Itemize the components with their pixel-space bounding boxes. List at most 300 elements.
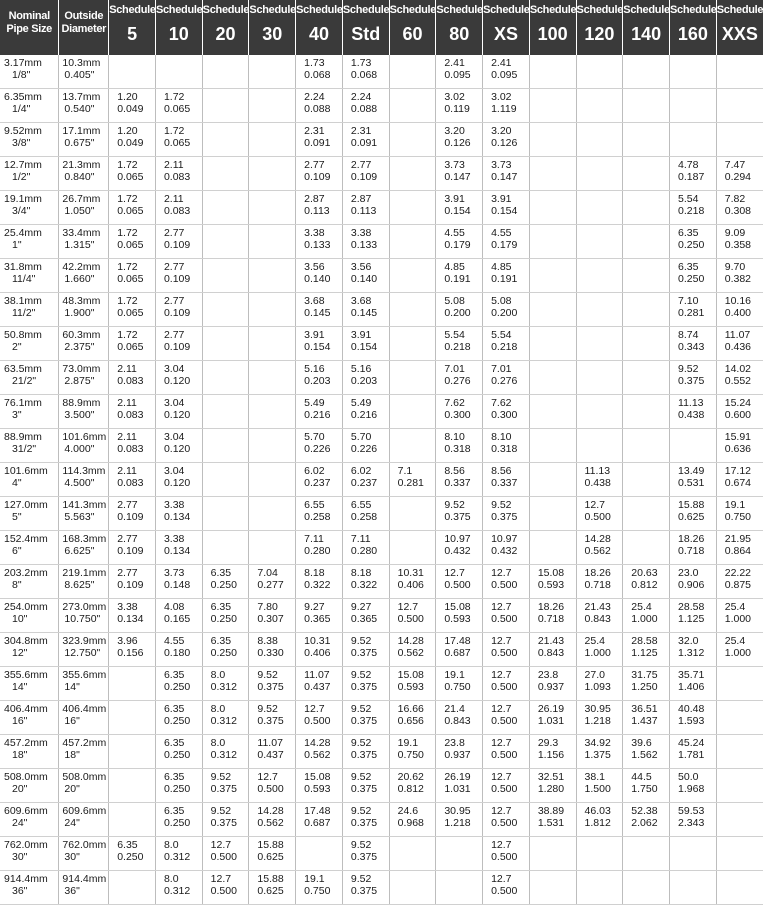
- wall-thickness-cell: [576, 191, 623, 225]
- value-mm: 2.11: [163, 159, 184, 171]
- value-mm: 6.35: [163, 669, 185, 681]
- wall-thickness-cell: [342, 157, 389, 191]
- value-mm: 7.80: [257, 601, 278, 613]
- value-mm: 19.1: [724, 499, 746, 511]
- value-inch: 0.322: [350, 579, 378, 591]
- wall-thickness-cell: [576, 633, 623, 667]
- value-inch: 0.432: [444, 545, 471, 557]
- wall-thickness-cell: [576, 837, 623, 871]
- value-mm: 14.28: [304, 737, 331, 749]
- wall-thickness-cell: [296, 327, 343, 361]
- value-mm: 508.0mm: [4, 771, 48, 783]
- wall-thickness-cell: [296, 157, 343, 191]
- value-mm: 36.51: [631, 703, 658, 715]
- value-mm: 22.22: [724, 567, 752, 579]
- wall-thickness-cell: [623, 395, 670, 429]
- wall-thickness-cell: [670, 123, 717, 157]
- value-inch: 0.133: [350, 239, 378, 251]
- value-mm: 609.6mm: [4, 805, 48, 817]
- value-inch: 0.500: [257, 783, 284, 795]
- value-mm: 1.72: [117, 329, 138, 341]
- nominal-size-cell: [0, 463, 59, 497]
- value-mm: 23.0: [678, 567, 699, 579]
- value-inch: 0.065: [163, 103, 191, 115]
- table-row: [0, 803, 763, 837]
- wall-thickness-cell: [670, 701, 717, 735]
- value-mm: 3.38: [304, 227, 325, 239]
- value-inch: 0.562: [304, 749, 331, 761]
- wall-thickness-cell: [249, 769, 296, 803]
- nominal-size-cell: [0, 497, 59, 531]
- value-inch: 0.218: [491, 341, 518, 353]
- wall-thickness-cell: [202, 259, 249, 293]
- value-inch: 0.843: [584, 613, 611, 625]
- wall-thickness-cell: [342, 531, 389, 565]
- wall-thickness-cell: [436, 55, 483, 89]
- wall-thickness-cell: [342, 803, 389, 837]
- value-mm: 9.52: [210, 771, 232, 783]
- wall-thickness-cell: [576, 769, 623, 803]
- value-inch: 0.068: [304, 69, 331, 81]
- value-inch: 0.562: [584, 545, 611, 557]
- wall-thickness-cell: [155, 55, 202, 89]
- value-mm: 254.0mm: [4, 601, 48, 613]
- value-inch: 0.750: [444, 681, 471, 693]
- header-schedule-120: [576, 0, 623, 55]
- value-inch: 0.083: [117, 443, 144, 455]
- table-row: [0, 191, 763, 225]
- value-mm: 3.96: [117, 635, 138, 647]
- value-inch: 0.312: [210, 715, 237, 727]
- value-inch: 0.179: [444, 239, 471, 251]
- wall-thickness-cell: [202, 429, 249, 463]
- value-mm: 28.58: [631, 635, 658, 647]
- wall-thickness-cell: [249, 701, 296, 735]
- value-mm: 5.16: [304, 363, 325, 375]
- value-mm: 8.10: [491, 431, 512, 443]
- header-label: Schedule: [109, 4, 156, 16]
- value-mm: 9.70: [724, 261, 746, 273]
- wall-thickness-cell: [670, 735, 717, 769]
- value-inch: 1.218: [444, 817, 471, 829]
- value-mm: 5.54: [444, 329, 465, 341]
- value-mm: 25.4: [724, 601, 746, 613]
- value-inch: 0.500: [491, 579, 518, 591]
- value-inch: 0.134: [117, 613, 144, 625]
- wall-thickness-cell: [623, 463, 670, 497]
- wall-thickness-cell: [202, 531, 249, 565]
- value-mm: 73.0mm: [62, 363, 101, 375]
- value-mm: 8.10: [444, 431, 465, 443]
- value-mm: 6.35: [210, 635, 232, 647]
- wall-thickness-cell: [389, 157, 436, 191]
- value-inch: 0.375: [350, 647, 378, 659]
- value-mm: 457.2mm: [4, 737, 48, 749]
- value-inch: 0.840": [64, 171, 95, 183]
- value-mm: 15.08: [397, 669, 424, 681]
- wall-thickness-cell: [576, 327, 623, 361]
- wall-thickness-cell: [389, 497, 436, 531]
- nominal-size-cell: [0, 361, 59, 395]
- value-inch: 0.109: [304, 171, 331, 183]
- value-inch: 1.812: [584, 817, 611, 829]
- value-inch: 0.083: [163, 171, 191, 183]
- value-inch: 2.875": [64, 375, 95, 387]
- value-inch: 1.562: [631, 749, 658, 761]
- value-inch: 0.382: [724, 273, 752, 285]
- value-mm: 3.73: [163, 567, 185, 579]
- wall-thickness-cell: [716, 123, 763, 157]
- value-mm: 9.52: [350, 703, 372, 715]
- value-mm: 39.6: [631, 737, 652, 749]
- value-inch: 0.375: [350, 817, 378, 829]
- table-row: [0, 565, 763, 599]
- wall-thickness-cell: [296, 191, 343, 225]
- value-mm: 7.11: [304, 533, 324, 545]
- value-inch: 0.750: [397, 749, 424, 761]
- value-mm: 9.52: [350, 839, 372, 851]
- wall-thickness-cell: [716, 157, 763, 191]
- wall-thickness-cell: [109, 497, 156, 531]
- outside-diameter-cell: [59, 769, 109, 803]
- wall-thickness-cell: [670, 225, 717, 259]
- value-inch: 0.500: [491, 817, 518, 829]
- wall-thickness-cell: [109, 769, 156, 803]
- wall-thickness-cell: [389, 565, 436, 599]
- nominal-size-cell: [0, 871, 59, 905]
- value-mm: 11.07: [304, 669, 330, 681]
- value-inch: 1.125: [678, 613, 705, 625]
- value-inch: 0.875: [724, 579, 752, 591]
- header-label: Schedule: [342, 4, 390, 16]
- nominal-size-cell: [0, 55, 59, 89]
- value-inch: 1.750: [631, 783, 658, 795]
- schedule-number: 160: [677, 24, 708, 44]
- nominal-size-cell: [0, 803, 59, 837]
- wall-thickness-cell: [716, 735, 763, 769]
- value-inch: 0.365: [350, 613, 378, 625]
- value-mm: 7.62: [444, 397, 465, 409]
- value-inch: 0.134: [163, 545, 191, 557]
- value-inch: 0.405": [64, 69, 95, 81]
- wall-thickness-cell: [342, 327, 389, 361]
- value-mm: 10.97: [444, 533, 471, 545]
- value-inch: 0.109: [117, 511, 144, 523]
- value-mm: 8.0: [163, 873, 179, 885]
- value-mm: 38.89: [537, 805, 565, 817]
- header-label: Schedule: [576, 4, 624, 16]
- value-mm: 60.3mm: [62, 329, 101, 341]
- value-mm: 6.35: [678, 261, 699, 273]
- value-mm: 25.4mm: [4, 227, 42, 239]
- value-mm: 1.72: [117, 261, 138, 273]
- wall-thickness-cell: [623, 327, 670, 361]
- value-mm: 12.7: [397, 601, 419, 613]
- wall-thickness-cell: [623, 123, 670, 157]
- wall-thickness-cell: [202, 735, 249, 769]
- value-mm: 9.52mm: [4, 125, 42, 137]
- value-inch: 0.625: [257, 885, 284, 897]
- value-inch: 0.294: [724, 171, 752, 183]
- value-inch: 0.226: [350, 443, 378, 455]
- wall-thickness-cell: [342, 225, 389, 259]
- wall-thickness-cell: [529, 55, 576, 89]
- value-mm: 1.72: [163, 91, 185, 103]
- value-mm: 17.48: [304, 805, 331, 817]
- value-mm: 7.62: [491, 397, 512, 409]
- header-label: Schedule: [483, 4, 530, 16]
- value-inch: 0.126: [491, 137, 518, 149]
- value-inch: 30": [12, 851, 28, 863]
- wall-thickness-cell: [342, 837, 389, 871]
- value-mm: 3.20: [444, 125, 465, 137]
- value-mm: 18.26: [678, 533, 705, 545]
- value-inch: 0.300: [491, 409, 518, 421]
- wall-thickness-cell: [155, 701, 202, 735]
- wall-thickness-cell: [249, 735, 296, 769]
- value-inch: 0.120: [163, 375, 191, 387]
- wall-thickness-cell: [342, 463, 389, 497]
- outside-diameter-cell: [59, 293, 109, 327]
- wall-thickness-cell: [483, 769, 530, 803]
- header-schedule-40: [296, 0, 343, 55]
- wall-thickness-cell: [623, 667, 670, 701]
- value-mm: 8.0: [210, 703, 226, 715]
- wall-thickness-cell: [109, 735, 156, 769]
- value-inch: 1.900": [64, 307, 95, 319]
- value-mm: 3.02: [491, 91, 512, 103]
- wall-thickness-cell: [296, 497, 343, 531]
- wall-thickness-cell: [342, 55, 389, 89]
- value-inch: 0.312: [210, 681, 237, 693]
- value-mm: 5.08: [444, 295, 465, 307]
- table-row: [0, 123, 763, 157]
- value-inch: 1/8": [12, 69, 31, 81]
- value-mm: 8.18: [304, 567, 325, 579]
- header-label: Outside: [64, 10, 104, 22]
- wall-thickness-cell: [109, 837, 156, 871]
- header-schedule-80: [436, 0, 483, 55]
- header-schedule-20: [202, 0, 249, 55]
- value-inch: 0.307: [257, 613, 284, 625]
- wall-thickness-cell: [483, 871, 530, 905]
- header-label: Schedule: [202, 4, 250, 16]
- value-mm: 9.52: [444, 499, 465, 511]
- value-mm: 33.4mm: [62, 227, 101, 239]
- value-inch: 5": [12, 511, 22, 523]
- value-mm: 3.04: [163, 431, 185, 443]
- outside-diameter-cell: [59, 55, 109, 89]
- value-inch: 1/4": [12, 103, 31, 115]
- value-mm: 4.85: [491, 261, 512, 273]
- wall-thickness-cell: [202, 701, 249, 735]
- value-inch: 4": [12, 477, 22, 489]
- wall-thickness-cell: [483, 531, 530, 565]
- wall-thickness-cell: [716, 361, 763, 395]
- value-inch: 0.375: [257, 681, 284, 693]
- value-inch: 0.562: [257, 817, 284, 829]
- wall-thickness-cell: [670, 259, 717, 293]
- value-inch: 1.375: [584, 749, 611, 761]
- value-inch: 8.625": [64, 579, 95, 591]
- value-mm: 10.31: [304, 635, 331, 647]
- nominal-size-cell: [0, 837, 59, 871]
- header-label: Schedule: [389, 4, 437, 16]
- wall-thickness-cell: [483, 803, 530, 837]
- value-mm: 31.75: [631, 669, 658, 681]
- value-mm: 6.35mm: [4, 91, 42, 103]
- wall-thickness-cell: [109, 429, 156, 463]
- value-inch: 0.500: [210, 851, 237, 863]
- value-inch: 6": [12, 545, 22, 557]
- value-inch: 36": [64, 885, 80, 897]
- value-mm: 2.77: [163, 227, 185, 239]
- wall-thickness-cell: [389, 361, 436, 395]
- wall-thickness-cell: [436, 871, 483, 905]
- value-inch: 0.065: [163, 137, 191, 149]
- value-inch: 0.250: [163, 681, 191, 693]
- outside-diameter-cell: [59, 123, 109, 157]
- value-mm: 4.85: [444, 261, 465, 273]
- value-inch: 0.180: [163, 647, 191, 659]
- wall-thickness-cell: [623, 599, 670, 633]
- wall-thickness-cell: [716, 497, 763, 531]
- value-mm: 1.20: [117, 91, 138, 103]
- wall-thickness-cell: [389, 327, 436, 361]
- value-mm: 6.35: [163, 771, 185, 783]
- wall-thickness-cell: [529, 531, 576, 565]
- value-inch: 0.375: [350, 885, 378, 897]
- value-inch: 0.406: [304, 647, 331, 659]
- value-inch: 0.531: [678, 477, 705, 489]
- wall-thickness-cell: [483, 293, 530, 327]
- value-mm: 4.78: [678, 159, 699, 171]
- table-row: [0, 157, 763, 191]
- value-mm: 1.72: [117, 193, 138, 205]
- value-inch: 0.049: [117, 103, 144, 115]
- value-inch: 0.088: [304, 103, 331, 115]
- wall-thickness-cell: [623, 565, 670, 599]
- value-inch: 0.126: [444, 137, 471, 149]
- nominal-size-cell: [0, 599, 59, 633]
- value-mm: 1.73: [304, 57, 325, 69]
- header-label: Schedule: [296, 4, 343, 16]
- wall-thickness-cell: [529, 565, 576, 599]
- value-mm: 2.77: [117, 499, 138, 511]
- header-schedule-xxs: [716, 0, 763, 55]
- value-inch: 0.140: [350, 273, 378, 285]
- wall-thickness-cell: [202, 55, 249, 89]
- value-inch: 0.687: [304, 817, 331, 829]
- wall-thickness-cell: [389, 89, 436, 123]
- wall-thickness-cell: [296, 89, 343, 123]
- value-mm: 6.35: [163, 703, 185, 715]
- value-mm: 3.91: [304, 329, 325, 341]
- table-row: [0, 55, 763, 89]
- value-mm: 101.6mm: [4, 465, 48, 477]
- wall-thickness-cell: [436, 191, 483, 225]
- value-mm: 15.08: [444, 601, 471, 613]
- wall-thickness-cell: [623, 225, 670, 259]
- value-mm: 2.41: [444, 57, 465, 69]
- schedule-number: 60: [402, 24, 423, 44]
- wall-thickness-cell: [716, 701, 763, 735]
- nominal-size-cell: [0, 769, 59, 803]
- wall-thickness-cell: [155, 293, 202, 327]
- value-inch: 0.280: [350, 545, 378, 557]
- value-mm: 3.38: [163, 533, 185, 545]
- value-mm: 19.1: [444, 669, 465, 681]
- value-inch: 0.375: [210, 783, 237, 795]
- value-mm: 7.1: [397, 465, 413, 477]
- wall-thickness-cell: [155, 259, 202, 293]
- value-mm: 30.95: [584, 703, 611, 715]
- wall-thickness-cell: [436, 395, 483, 429]
- value-inch: 0.500: [491, 715, 518, 727]
- wall-thickness-cell: [296, 565, 343, 599]
- table-row: [0, 259, 763, 293]
- wall-thickness-cell: [436, 497, 483, 531]
- wall-thickness-cell: [249, 871, 296, 905]
- wall-thickness-cell: [529, 157, 576, 191]
- value-inch: 2.343: [678, 817, 705, 829]
- value-mm: 5.70: [304, 431, 325, 443]
- wall-thickness-cell: [529, 701, 576, 735]
- wall-thickness-cell: [436, 735, 483, 769]
- wall-thickness-cell: [670, 837, 717, 871]
- value-mm: 3.38: [117, 601, 138, 613]
- wall-thickness-cell: [670, 395, 717, 429]
- value-mm: 17.48: [444, 635, 471, 647]
- wall-thickness-cell: [342, 599, 389, 633]
- value-inch: 18": [64, 749, 80, 761]
- value-inch: 0.500: [491, 885, 518, 897]
- value-mm: 3.04: [163, 397, 185, 409]
- wall-thickness-cell: [670, 633, 717, 667]
- value-inch: 31/2": [12, 443, 37, 455]
- value-mm: 141.3mm: [62, 499, 107, 511]
- value-mm: 12.7: [491, 737, 512, 749]
- value-mm: 8.74: [678, 329, 699, 341]
- wall-thickness-cell: [249, 497, 296, 531]
- wall-thickness-cell: [249, 259, 296, 293]
- nominal-size-cell: [0, 735, 59, 769]
- value-inch: 0.300: [444, 409, 471, 421]
- value-mm: 25.4: [724, 635, 746, 647]
- wall-thickness-cell: [202, 157, 249, 191]
- value-mm: 355.6mm: [62, 669, 107, 681]
- value-mm: 14.28: [397, 635, 424, 647]
- value-mm: 15.88: [257, 839, 284, 851]
- value-mm: 46.03: [584, 805, 611, 817]
- value-inch: 0.375: [350, 783, 378, 795]
- value-inch: 0.065: [117, 239, 144, 251]
- value-mm: 29.3: [537, 737, 559, 749]
- value-mm: 14.02: [724, 363, 752, 375]
- value-mm: 6.35: [210, 567, 232, 579]
- wall-thickness-cell: [529, 361, 576, 395]
- value-inch: 0.500: [210, 885, 237, 897]
- header-schedule-140: [623, 0, 670, 55]
- value-mm: 5.08: [491, 295, 512, 307]
- wall-thickness-cell: [623, 701, 670, 735]
- value-mm: 9.52: [257, 669, 278, 681]
- value-mm: 1.72: [117, 159, 138, 171]
- value-mm: 18.26: [537, 601, 565, 613]
- wall-thickness-cell: [249, 361, 296, 395]
- value-inch: 3.500": [64, 409, 95, 421]
- wall-thickness-cell: [529, 463, 576, 497]
